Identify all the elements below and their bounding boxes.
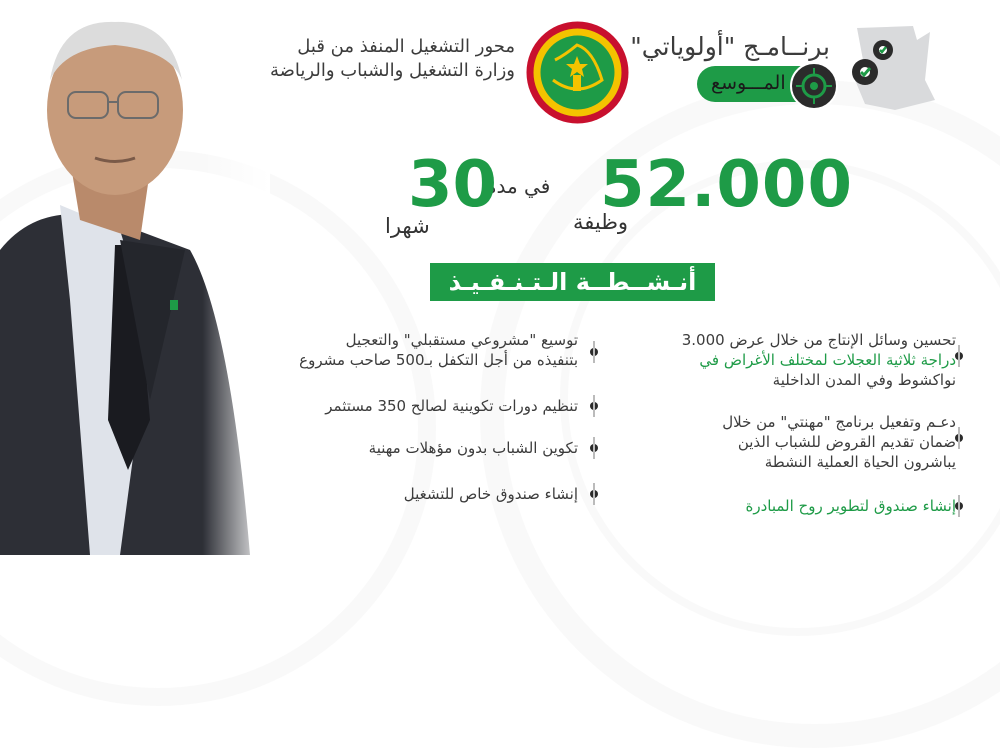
activity-line: دراجة ثلاثية العجلات لمختلف الأغراض في: [699, 351, 956, 369]
activity-line: دعـم وتفعيل برنامج "مهنتي" من خلال: [722, 413, 956, 431]
activity-line: تنظيم دورات تكوينية لصالح 350 مستثمر: [325, 397, 578, 415]
list-item: [276, 396, 578, 416]
gears-map-icon: [835, 20, 945, 115]
months-number: 30: [408, 148, 498, 222]
axis-description: [255, 35, 515, 83]
portrait-photo: [0, 0, 270, 555]
activities-banner: أنـشــطــة الـتـنـفـيـذ: [430, 263, 715, 301]
list-item: [276, 330, 578, 370]
list-item: [640, 330, 956, 390]
list-item: [276, 484, 578, 504]
list-item: [640, 496, 956, 516]
activity-line: إنشاء صندوق خاص للتشغيل: [403, 485, 578, 503]
activity-line: توسيع "مشروعي مستقبلي" والتعجيل: [345, 331, 578, 349]
activity-line: ضمان تقديم القروض للشباب الذين: [737, 433, 956, 451]
list-item: [276, 438, 578, 458]
republic-emblem: [525, 20, 630, 125]
program-title: برنــامـج "أولوياتي": [630, 32, 830, 61]
jobs-label: وظيفة: [573, 210, 629, 234]
bullet-icon: [590, 490, 598, 498]
months-label: شهرا: [385, 214, 430, 238]
bullet-icon: [590, 348, 598, 356]
list-item: [640, 412, 956, 472]
duration-label: في مدة: [486, 174, 551, 198]
activity-line: نواكشوط وفي المدن الداخلية: [772, 371, 956, 389]
activity-line: تحسين وسائل الإنتاج من خلال عرض 3.000: [681, 331, 956, 349]
activity-line: بتنفيذه من أجل التكفل بـ500 صاحب مشروع: [299, 351, 578, 369]
bullet-icon: [955, 502, 963, 510]
bullet-icon: [955, 352, 963, 360]
activity-line: يباشرون الحياة العملية النشطة: [764, 453, 956, 471]
jobs-number: 52.000: [600, 148, 853, 222]
bullet-icon: [590, 444, 598, 452]
activity-line: إنشاء صندوق لتطوير روح المبادرة: [745, 497, 956, 515]
bullet-icon: [590, 402, 598, 410]
program-badge-label: المـــوسع: [711, 72, 786, 94]
axis-line-2: وزارة التشغيل والشباب والرياضة: [269, 60, 515, 81]
activity-line: تكوين الشباب بدون مؤهلات مهنية: [368, 439, 578, 457]
axis-line-1: محور التشغيل المنفذ من قبل: [297, 36, 515, 57]
target-icon: [790, 62, 838, 110]
bullet-icon: [955, 434, 963, 442]
